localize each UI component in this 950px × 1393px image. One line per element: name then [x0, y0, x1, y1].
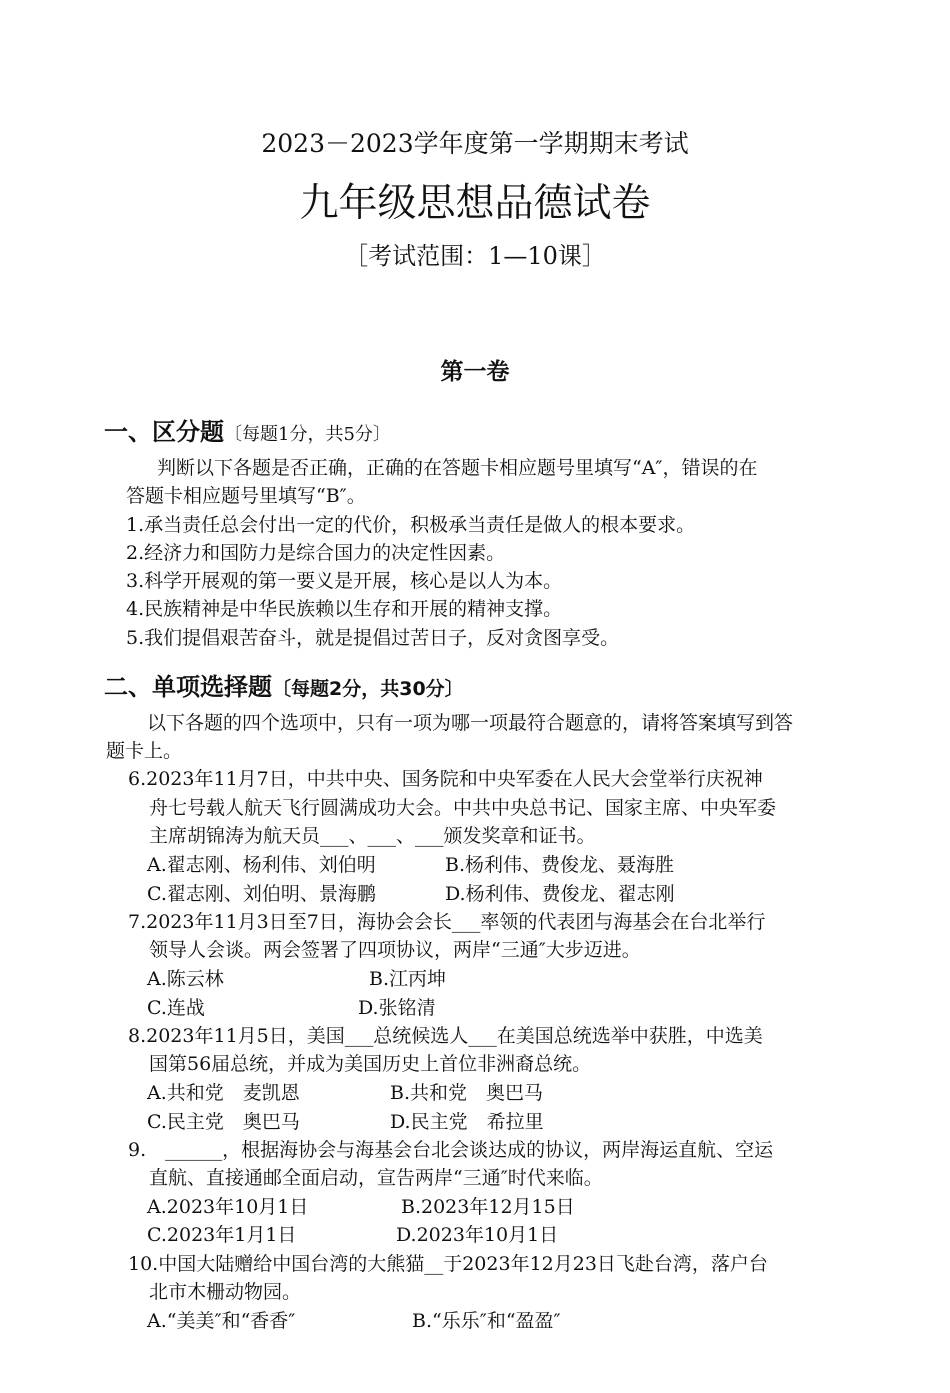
- question-10-line1: 10.中国大陆赠给中国台湾的大熊猫__于2023年12月23日飞赴台湾，落户台: [128, 1253, 768, 1275]
- section2-heading: [104, 667, 464, 702]
- exam-scope: ［考试范围：1—10课］: [344, 242, 606, 270]
- section1-heading: [104, 412, 391, 447]
- section1-instruction-line2: 答题卡相应题号里填写“B″。: [126, 485, 366, 507]
- question-7-line2: 领导人会谈。两会签署了四项协议，两岸“三通″大步迈进。: [149, 939, 641, 961]
- question-7-option-c: C.连战: [147, 997, 205, 1019]
- question-7-option-b: B.江丙坤: [369, 968, 447, 990]
- question-8-option-d: D.民主党 希拉里: [390, 1111, 544, 1133]
- question-10-option-b: B.“乐乐″和“盈盈″: [412, 1310, 561, 1332]
- question-9-option-c: C.2023年1月1日: [147, 1224, 297, 1246]
- section1-item-3: 3.科学开展观的第一要义是开展，核心是以人为本。: [126, 570, 563, 592]
- section2-instruction-line2: 题卡上。: [106, 740, 183, 762]
- exam-line: 2023－2023学年度第一学期期末考试: [261, 129, 689, 158]
- question-9-option-a: A.2023年10月1日: [147, 1196, 309, 1218]
- question-6-line1: 6.2023年11月7日，中共中央、国务院和中央军委在人民大会堂举行庆祝神: [128, 768, 763, 790]
- section2-note: 〔每题2分，共30分〕: [272, 678, 464, 700]
- question-9-line2: 直航、直接通邮全面启动，宣告两岸“三通″时代来临。: [149, 1167, 603, 1189]
- question-7-option-a: A.陈云林: [147, 968, 224, 990]
- question-6-option-b: B.杨利伟、费俊龙、聂海胜: [445, 854, 675, 876]
- question-8-option-a: A.共和党 麦凯恩: [147, 1082, 300, 1104]
- question-8-option-b: B.共和党 奥巴马: [390, 1082, 544, 1104]
- section1-instruction-line1: 判断以下各题是否正确，正确的在答题卡相应题号里填写“A″，错误的在: [157, 457, 758, 479]
- question-6-option-d: D.杨利伟、费俊龙、翟志刚: [445, 883, 675, 905]
- section1-title: 一、区分题: [104, 418, 224, 446]
- question-9-option-b: B.2023年12月15日: [401, 1196, 575, 1218]
- section1-item-4: 4.民族精神是中华民族赖以生存和开展的精神支撑。: [126, 598, 563, 620]
- question-7-option-d: D.张铭清: [358, 997, 436, 1019]
- question-7-line1: 7.2023年11月3日至7日，海协会会长___率领的代表团与海基会在台北举行: [128, 911, 766, 933]
- page-title: 九年级思想品德试卷: [299, 181, 651, 226]
- section2-title: 二、单项选择题: [104, 673, 272, 701]
- question-6-option-c: C.翟志刚、刘伯明、景海鹏: [147, 883, 376, 905]
- question-9-line1: 9. ______，根据海协会与海基会台北会谈达成的协议，两岸海运直航、空运: [128, 1139, 774, 1161]
- question-6-option-a: A.翟志刚、杨利伟、刘伯明: [147, 854, 376, 876]
- volume-heading: 第一卷: [440, 359, 510, 385]
- question-10-option-a: A.“美美″和“香香″: [147, 1310, 296, 1332]
- section1-note: 〔每题1分，共5分〕: [224, 424, 391, 445]
- question-9-option-d: D.2023年10月1日: [396, 1224, 559, 1246]
- question-6-line3: 主席胡锦涛为航天员___、___、___颁发奖章和证书。: [149, 825, 596, 847]
- question-8-line2: 国第56届总统，并成为美国历史上首位非洲裔总统。: [149, 1053, 592, 1075]
- question-6-line2: 舟七号载人航天飞行圆满成功大会。中共中央总书记、国家主席、中央军委: [149, 797, 777, 819]
- question-8-option-c: C.民主党 奥巴马: [147, 1111, 300, 1133]
- section2-instruction-line1: 以下各题的四个选项中，只有一项为哪一项最符合题意的，请将答案填写到答: [147, 712, 794, 734]
- section1-item-5: 5.我们提倡艰苦奋斗，就是提倡过苦日子，反对贪图享受。: [126, 627, 620, 649]
- section1-item-1: 1.承当责任总会付出一定的代价，积极承当责任是做人的根本要求。: [126, 514, 696, 536]
- question-10-line2: 北市木栅动物园。: [149, 1281, 302, 1303]
- question-8-line1: 8.2023年11月5日，美国___总统候选人___在美国总统选举中获胜，中选美: [128, 1025, 763, 1047]
- section1-item-2: 2.经济力和国防力是综合国力的决定性因素。: [126, 542, 506, 564]
